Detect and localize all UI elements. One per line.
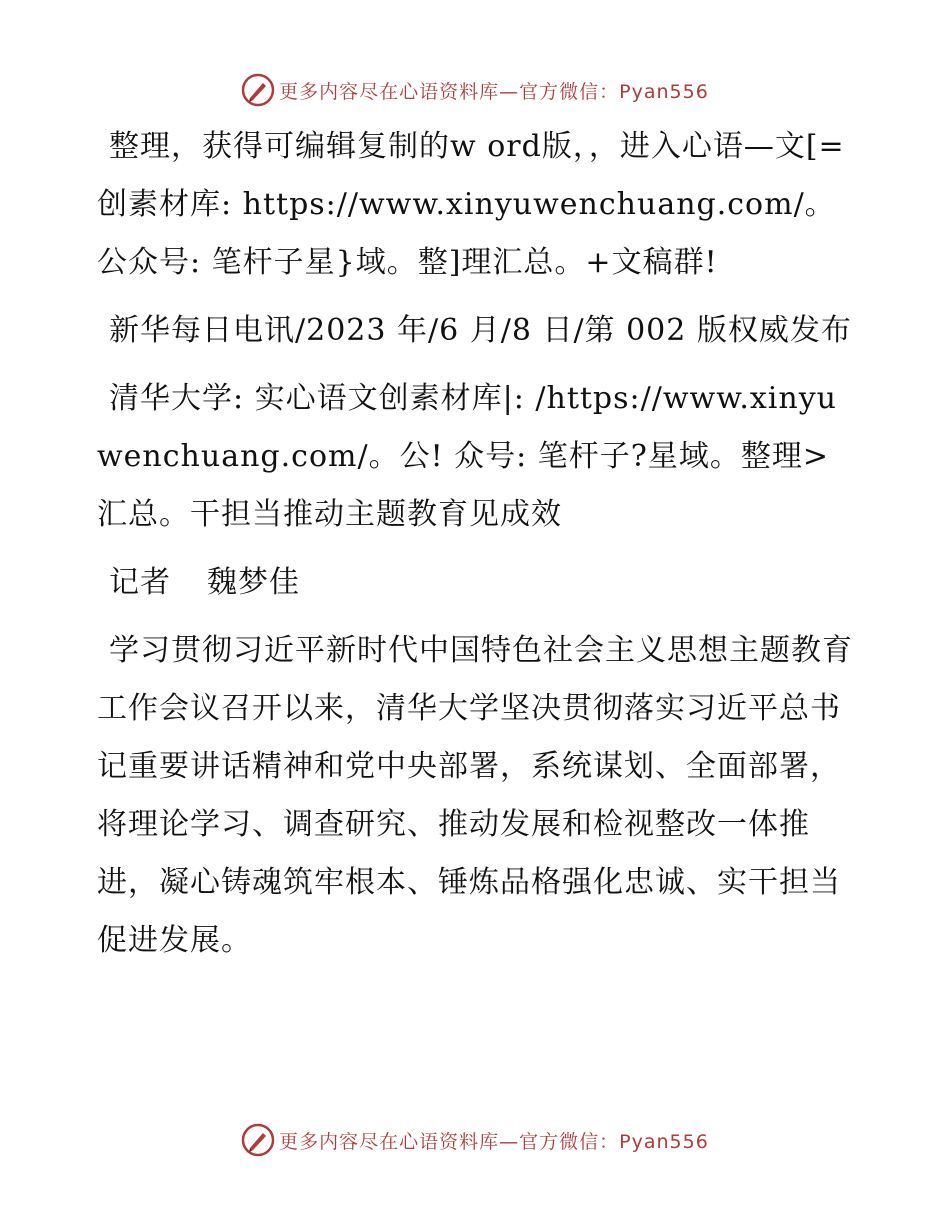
banner-separator: — (499, 80, 520, 103)
header-banner (0, 70, 950, 110)
source-line: 新华每日电讯/2023 年/6 月/8 日/第 002 版权威发布 (109, 313, 852, 348)
reporter-line (97, 554, 857, 612)
banner-main-text: 更多内容尽在心语资料库 (279, 1130, 500, 1153)
pen-logo-icon (241, 73, 275, 107)
article-paragraph: 学习贯彻习近平新时代中国特色社会主义思想主题教育工作会议召开以来，清华大学坚决贯彻落实习近平总书记重要讲话精神和党中央部署，系统谋划、全面部署，将理论学习、调查研究、推动发展和检视整改一体推进，凝心铸魂筑牢根本、锤炼品格强化忠诚、实干担当促进发展。 (97, 633, 853, 958)
banner-separator: — (499, 1130, 520, 1153)
banner-main-text: 更多内容尽在心语资料库 (279, 80, 500, 103)
banner-text (279, 1127, 709, 1154)
banner-text (279, 77, 709, 104)
footer-banner (0, 1120, 950, 1160)
document-body (97, 118, 857, 980)
pen-logo-icon (241, 1123, 275, 1157)
reporter-label: 记者 (109, 565, 171, 600)
banner-wechat-text: 官方微信：Pyan556 (519, 1130, 709, 1153)
banner-wechat-text: 官方微信：Pyan556 (519, 80, 709, 103)
reporter-name: 魏梦佳 (207, 565, 300, 600)
intro-paragraph: 整理，获得可编辑复制的w ord版，，进入心语—文[=创素材库: https://www.xinyuwenchuang.com/。公众号: 笔杆子星}域。整]理汇总。+文稿群! (97, 129, 845, 280)
headline-paragraph: 清华大学: 实心语文创素材库|: /https://www.xinyuwenchuang.com/。公! 众号: 笔杆子?星域。整理>汇总。干担当推动主题教育见成效 (97, 381, 837, 532)
